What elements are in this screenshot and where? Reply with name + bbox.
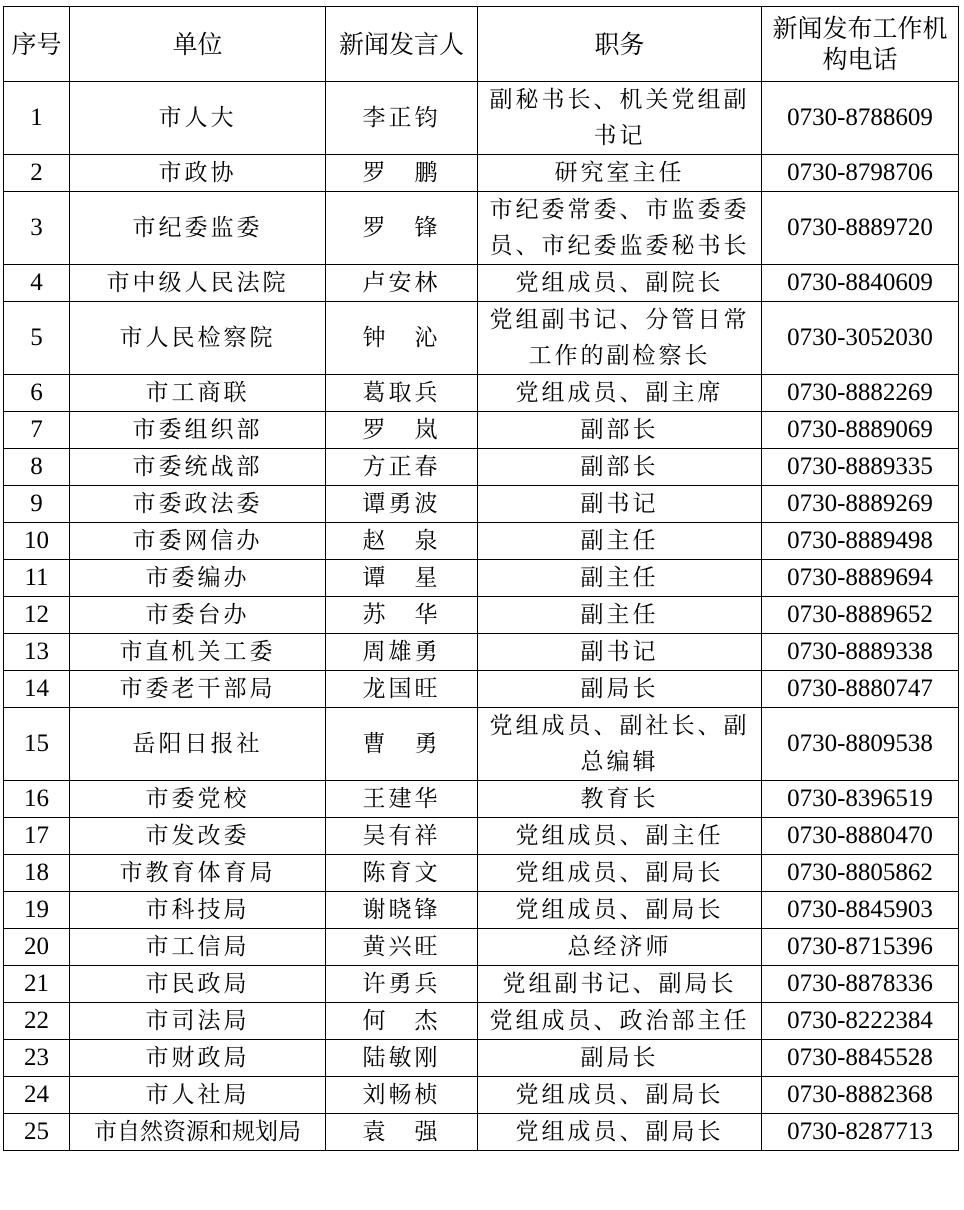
- row-position: 教育长: [478, 781, 762, 818]
- row-position: 党组成员、副局长: [478, 1077, 762, 1114]
- row-phone: 0730-8889338: [762, 634, 959, 671]
- row-spokesperson: 许勇兵: [326, 966, 478, 1003]
- row-position: 党组副书记、副局长: [478, 966, 762, 1003]
- row-phone: 0730-8880747: [762, 671, 959, 708]
- row-phone: 0730-8222384: [762, 1003, 959, 1040]
- row-spokesperson: 葛取兵: [326, 375, 478, 412]
- row-index: 9: [4, 486, 70, 523]
- row-unit: 市工信局: [70, 929, 326, 966]
- row-unit: 市委统战部: [70, 449, 326, 486]
- row-phone: 0730-8840609: [762, 265, 959, 302]
- row-phone: 0730-8889069: [762, 412, 959, 449]
- row-position: 副部长: [478, 412, 762, 449]
- table-row: [4, 818, 959, 855]
- row-phone: 0730-8845528: [762, 1040, 959, 1077]
- header-row: [4, 7, 959, 82]
- row-phone: 0730-3052030: [762, 302, 959, 375]
- row-index: 22: [4, 1003, 70, 1040]
- row-position: 党组成员、副局长: [478, 1114, 762, 1151]
- row-unit: 市委编办: [70, 560, 326, 597]
- row-spokesperson: 罗 鹏: [326, 155, 478, 192]
- row-position: 副主任: [478, 597, 762, 634]
- row-index: 2: [4, 155, 70, 192]
- row-spokesperson: 钟 沁: [326, 302, 478, 375]
- header-index: 序号: [4, 7, 70, 82]
- row-index: 19: [4, 892, 70, 929]
- row-spokesperson: 刘畅桢: [326, 1077, 478, 1114]
- table-row: [4, 82, 959, 155]
- table-row: [4, 781, 959, 818]
- header-phone: 新闻发布工作机构电话: [762, 7, 959, 82]
- row-unit: 市委党校: [70, 781, 326, 818]
- row-spokesperson: 曹 勇: [326, 708, 478, 781]
- row-spokesperson: 何 杰: [326, 1003, 478, 1040]
- row-unit: 市民政局: [70, 966, 326, 1003]
- row-phone: 0730-8880470: [762, 818, 959, 855]
- row-spokesperson: 苏 华: [326, 597, 478, 634]
- table-row: [4, 449, 959, 486]
- row-index: 13: [4, 634, 70, 671]
- table-row: [4, 929, 959, 966]
- row-index: 23: [4, 1040, 70, 1077]
- row-position: 副秘书长、机关党组副书记: [478, 82, 762, 155]
- row-phone: 0730-8889720: [762, 192, 959, 265]
- row-unit: 市科技局: [70, 892, 326, 929]
- row-index: 16: [4, 781, 70, 818]
- row-index: 25: [4, 1114, 70, 1151]
- row-spokesperson: 罗 锋: [326, 192, 478, 265]
- row-index: 3: [4, 192, 70, 265]
- row-spokesperson: 赵 泉: [326, 523, 478, 560]
- table-row: [4, 634, 959, 671]
- row-unit: 市人大: [70, 82, 326, 155]
- row-unit: 市工商联: [70, 375, 326, 412]
- table-row: [4, 302, 959, 375]
- table-row: [4, 1040, 959, 1077]
- row-position: 总经济师: [478, 929, 762, 966]
- table-row: [4, 966, 959, 1003]
- row-spokesperson: 陈育文: [326, 855, 478, 892]
- table-row: [4, 1003, 959, 1040]
- row-phone: 0730-8889694: [762, 560, 959, 597]
- row-spokesperson: 吴有祥: [326, 818, 478, 855]
- table-body: [4, 82, 959, 1151]
- table-row: [4, 671, 959, 708]
- table-row: [4, 155, 959, 192]
- row-index: 15: [4, 708, 70, 781]
- row-spokesperson: 方正春: [326, 449, 478, 486]
- row-spokesperson: 谭 星: [326, 560, 478, 597]
- row-spokesperson: 龙国旺: [326, 671, 478, 708]
- row-phone: 0730-8788609: [762, 82, 959, 155]
- row-index: 4: [4, 265, 70, 302]
- row-position: 市纪委常委、市监委委员、市纪委监委秘书长: [478, 192, 762, 265]
- row-position: 副书记: [478, 486, 762, 523]
- row-phone: 0730-8889269: [762, 486, 959, 523]
- row-unit: 市委组织部: [70, 412, 326, 449]
- row-unit: 市委台办: [70, 597, 326, 634]
- row-position: 党组副书记、分管日常工作的副检察长: [478, 302, 762, 375]
- row-spokesperson: 陆敏刚: [326, 1040, 478, 1077]
- row-unit: 市财政局: [70, 1040, 326, 1077]
- row-index: 11: [4, 560, 70, 597]
- spokesperson-table: [3, 6, 959, 1151]
- row-position: 党组成员、副主席: [478, 375, 762, 412]
- row-index: 5: [4, 302, 70, 375]
- row-phone: 0730-8287713: [762, 1114, 959, 1151]
- row-phone: 0730-8809538: [762, 708, 959, 781]
- row-index: 18: [4, 855, 70, 892]
- row-phone: 0730-8878336: [762, 966, 959, 1003]
- row-index: 24: [4, 1077, 70, 1114]
- header-spokesperson: 新闻发言人: [326, 7, 478, 82]
- row-index: 20: [4, 929, 70, 966]
- row-unit: 市自然资源和规划局: [70, 1114, 326, 1151]
- row-position: 研究室主任: [478, 155, 762, 192]
- row-spokesperson: 谢晓锋: [326, 892, 478, 929]
- table-row: [4, 708, 959, 781]
- row-index: 17: [4, 818, 70, 855]
- table-row: [4, 265, 959, 302]
- row-position: 党组成员、副社长、副总编辑: [478, 708, 762, 781]
- row-unit: 市人民检察院: [70, 302, 326, 375]
- table-row: [4, 192, 959, 265]
- row-phone: 0730-8805862: [762, 855, 959, 892]
- row-index: 10: [4, 523, 70, 560]
- table-row: [4, 486, 959, 523]
- table-row: [4, 523, 959, 560]
- table-row: [4, 412, 959, 449]
- table-row: [4, 560, 959, 597]
- table-row: [4, 597, 959, 634]
- header-unit: 单位: [70, 7, 326, 82]
- row-index: 12: [4, 597, 70, 634]
- row-position: 党组成员、政治部主任: [478, 1003, 762, 1040]
- row-phone: 0730-8715396: [762, 929, 959, 966]
- row-spokesperson: 袁 强: [326, 1114, 478, 1151]
- row-unit: 市中级人民法院: [70, 265, 326, 302]
- row-phone: 0730-8882269: [762, 375, 959, 412]
- table-header: [4, 7, 959, 82]
- table-row: [4, 375, 959, 412]
- row-position: 副局长: [478, 1040, 762, 1077]
- row-position: 党组成员、副局长: [478, 855, 762, 892]
- row-unit: 市司法局: [70, 1003, 326, 1040]
- row-unit: 市发改委: [70, 818, 326, 855]
- row-phone: 0730-8889498: [762, 523, 959, 560]
- table-row: [4, 892, 959, 929]
- row-unit: 市人社局: [70, 1077, 326, 1114]
- row-index: 8: [4, 449, 70, 486]
- row-spokesperson: 黄兴旺: [326, 929, 478, 966]
- header-position: 职务: [478, 7, 762, 82]
- row-phone: 0730-8396519: [762, 781, 959, 818]
- row-unit: 市政协: [70, 155, 326, 192]
- row-phone: 0730-8889335: [762, 449, 959, 486]
- row-position: 副局长: [478, 671, 762, 708]
- row-index: 7: [4, 412, 70, 449]
- row-unit: 岳阳日报社: [70, 708, 326, 781]
- row-position: 党组成员、副主任: [478, 818, 762, 855]
- row-position: 副书记: [478, 634, 762, 671]
- row-unit: 市委老干部局: [70, 671, 326, 708]
- row-unit: 市委网信办: [70, 523, 326, 560]
- row-index: 1: [4, 82, 70, 155]
- document-page: [3, 6, 959, 1151]
- table-row: [4, 1114, 959, 1151]
- row-spokesperson: 周雄勇: [326, 634, 478, 671]
- row-position: 党组成员、副院长: [478, 265, 762, 302]
- row-unit: 市直机关工委: [70, 634, 326, 671]
- row-spokesperson: 李正钧: [326, 82, 478, 155]
- table-row: [4, 1077, 959, 1114]
- table-row: [4, 855, 959, 892]
- row-spokesperson: 卢安林: [326, 265, 478, 302]
- row-phone: 0730-8882368: [762, 1077, 959, 1114]
- row-spokesperson: 罗 岚: [326, 412, 478, 449]
- row-phone: 0730-8845903: [762, 892, 959, 929]
- row-position: 党组成员、副局长: [478, 892, 762, 929]
- row-spokesperson: 谭勇波: [326, 486, 478, 523]
- row-phone: 0730-8798706: [762, 155, 959, 192]
- row-position: 副主任: [478, 523, 762, 560]
- row-position: 副主任: [478, 560, 762, 597]
- row-phone: 0730-8889652: [762, 597, 959, 634]
- row-index: 14: [4, 671, 70, 708]
- row-unit: 市纪委监委: [70, 192, 326, 265]
- row-position: 副部长: [478, 449, 762, 486]
- row-index: 6: [4, 375, 70, 412]
- row-spokesperson: 王建华: [326, 781, 478, 818]
- row-unit: 市教育体育局: [70, 855, 326, 892]
- row-index: 21: [4, 966, 70, 1003]
- row-unit: 市委政法委: [70, 486, 326, 523]
